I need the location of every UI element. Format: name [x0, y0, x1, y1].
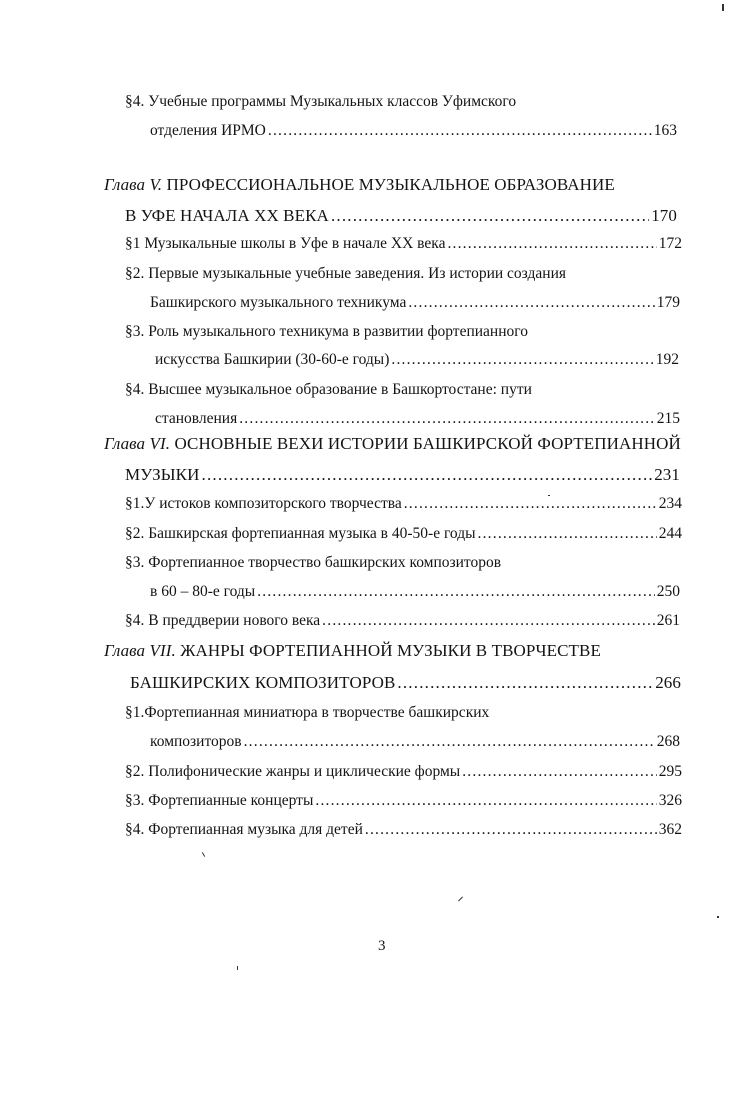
chapter-label: Глава VI. — [104, 434, 171, 453]
toc-page-number: 192 — [655, 351, 679, 368]
toc-entry-text: отделения ИРМО — [150, 122, 266, 139]
dot-leader — [478, 524, 657, 544]
toc-ch5-s1 — [125, 234, 682, 254]
dot-leader — [244, 732, 655, 752]
toc-entry-text: §3. Фортепианные концерты — [125, 792, 314, 809]
toc-ch5-s2-line2 — [150, 293, 680, 313]
dot-leader — [322, 611, 655, 631]
chapter-label: Глава VII. — [104, 641, 176, 660]
toc-entry-text: §1 Музыкальные школы в Уфе в начале XX века — [125, 235, 446, 252]
toc-ch7-s3 — [125, 791, 682, 811]
toc-page-number: 268 — [656, 733, 680, 750]
chapter-title: МУЗЫКИ — [125, 465, 200, 484]
toc-ch6-title-line2 — [125, 465, 680, 485]
toc-page-number: 250 — [656, 583, 680, 600]
toc-ch7-s4 — [125, 820, 682, 840]
scan-speck — [717, 916, 719, 918]
scan-speck — [458, 897, 463, 902]
toc-entry-text: искусства Башкирии (30-60-е годы) — [155, 351, 390, 368]
dot-leader — [365, 820, 657, 840]
toc-page-number: 163 — [653, 122, 677, 139]
page-number: 3 — [378, 938, 386, 954]
dot-leader — [331, 206, 649, 226]
toc-entry-text: §2. Первые музыкальные учебные заведения. Из истории создания — [125, 265, 567, 282]
toc-ch7-s1-line2 — [150, 732, 680, 752]
dot-leader — [268, 121, 652, 141]
toc-page-number: 244 — [658, 525, 682, 542]
dot-leader — [239, 409, 655, 429]
chapter-title: ЖАНРЫ ФОРТЕПИАННОЙ МУЗЫКИ В ТВОРЧЕСТВЕ — [180, 641, 601, 660]
toc-entry-text: §4. Высшее музыкальное образование в Башкортостане: пути — [125, 381, 532, 398]
toc-ch6-s4 — [125, 611, 680, 631]
toc-entry-text: §2. Полифонические жанры и циклические формы — [125, 763, 461, 780]
chapter-label: Глава V. — [104, 175, 163, 194]
scan-speck — [548, 495, 550, 496]
chapter-title: ПРОФЕССИОНАЛЬНОЕ МУЗЫКАЛЬНОЕ ОБРАЗОВАНИЕ — [166, 175, 615, 194]
toc-ch4-s4-line2 — [150, 121, 677, 141]
toc-entry-text: §4. В преддверии нового века — [125, 612, 321, 629]
toc-ch7-title-line2 — [130, 673, 681, 693]
dot-leader — [202, 465, 653, 485]
scan-speck — [202, 852, 205, 857]
toc-entry-text: композиторов — [150, 733, 242, 750]
chapter-title: В УФЕ НАЧАЛА XX ВЕКА — [125, 206, 329, 225]
toc-ch5-s2-line1 — [125, 264, 566, 284]
dot-leader — [404, 494, 657, 514]
toc-ch6-s3-line1 — [125, 553, 501, 573]
toc-ch7-s2 — [125, 762, 682, 782]
scan-speck — [722, 4, 724, 11]
toc-page-number: 234 — [658, 495, 682, 512]
toc-page-number: 170 — [651, 206, 677, 225]
toc-entry-text: Башкирского музыкального техникума — [150, 294, 407, 311]
toc-ch7-s1-line1 — [125, 703, 489, 723]
toc-entry-text: §3. Фортепианное творчество башкирских композиторов — [125, 554, 502, 571]
dot-leader — [315, 791, 656, 811]
toc-entry-text: §4. Фортепианная музыка для детей — [125, 821, 363, 838]
toc-ch5-title-line2 — [125, 206, 677, 226]
chapter-title: ОСНОВНЫЕ ВЕХИ ИСТОРИИ БАШКИРСКОЙ ФОРТЕПИАННОЙ — [174, 434, 681, 453]
toc-page-number: 179 — [656, 294, 680, 311]
toc-entry-text: в 60 – 80-е годы — [150, 583, 256, 600]
toc-entry-text: §2. Башкирская фортепианная музыка в 40-50-е годы — [125, 525, 476, 542]
toc-page-number: 266 — [655, 673, 681, 692]
toc-page-number: 295 — [658, 763, 682, 780]
dot-leader — [408, 293, 654, 313]
toc-page-number: 172 — [658, 235, 682, 252]
toc-ch6-title-line1 — [104, 434, 681, 454]
toc-ch5-s4-line2 — [155, 409, 680, 429]
chapter-title: БАШКИРСКИХ КОМПОЗИТОРОВ — [130, 673, 396, 692]
toc-ch6-s1 — [125, 494, 682, 514]
dot-leader — [462, 762, 657, 782]
toc-ch5-s4-line1 — [125, 380, 532, 400]
toc-page-number: 215 — [656, 410, 680, 427]
toc-page-number: 261 — [656, 612, 680, 629]
toc-entry-text: §4. Учебные программы Музыкальных классов Уфимского — [125, 93, 517, 110]
toc-ch5-s3-line2 — [155, 350, 679, 370]
toc-page-number: 231 — [654, 465, 680, 484]
toc-entry-text: §1.У истоков композиторского творчества — [125, 495, 402, 512]
dot-leader — [257, 582, 655, 602]
toc-entry-text: становления — [155, 410, 238, 427]
dot-leader — [397, 673, 653, 693]
dot-leader — [447, 234, 656, 254]
toc-ch5-title-line1 — [104, 175, 615, 195]
toc-page-number: 326 — [658, 792, 682, 809]
toc-ch5-s3-line1 — [125, 322, 528, 342]
toc-ch6-s3-line2 — [150, 582, 680, 602]
toc-ch6-s2 — [125, 524, 682, 544]
toc-page-number: 362 — [658, 821, 682, 838]
toc-ch7-title-line1 — [104, 641, 601, 661]
toc-entry-text: §3. Роль музыкального техникума в развитии фортепианного — [125, 323, 528, 340]
toc-ch4-s4-line1 — [125, 92, 516, 112]
dot-leader — [391, 350, 653, 370]
scan-speck — [237, 966, 238, 970]
toc-entry-text: §1.Фортепианная миниатюра в творчестве башкирских — [125, 704, 490, 721]
